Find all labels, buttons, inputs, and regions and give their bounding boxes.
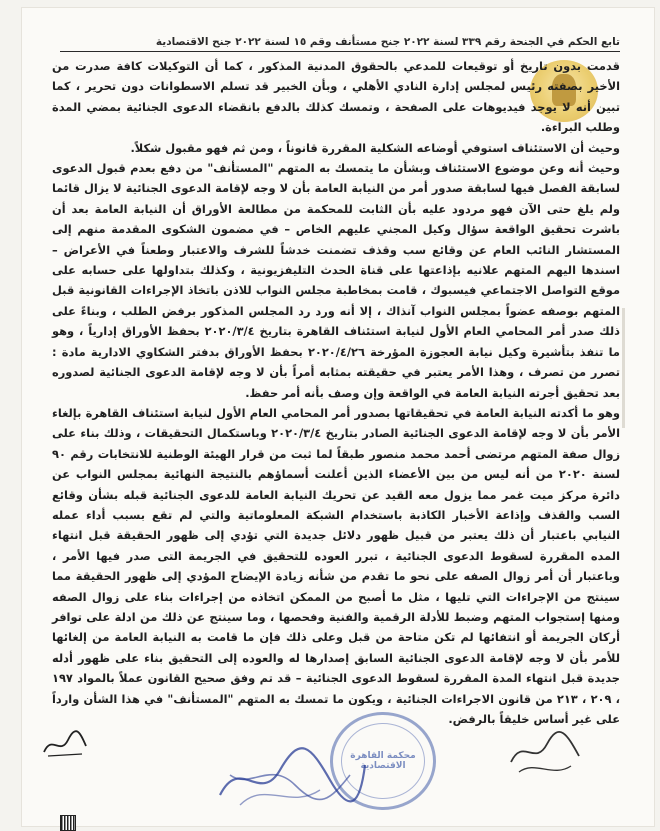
paragraph-1: قدمت بدون تاريخ أو توقيعات للمدعي بالحقوق المدنية المذكور ، كما أن التوكيلات كافة صدرت من الأخير بصفته رئيس لمجلس إدارة النادي الأهلي ، وبأن الخبير قد تسلم الاسطوانات دون تحرير ، كما تبين أنه لا يوجد فيديوهات على الصفحة ، وتمسك كذلك بالدفع بانقضاء الدعوى الجنائية بمضي المدة وطلب البراءة. [52,59,620,135]
page-fold-mark [622,308,625,428]
paragraph-3: وحيث أنه وعن موضوع الاستئناف وبشأن ما يتمسك به المتهم "المستأنف" من دفع بعدم قبول الدعوى لسابقة الفصل فيها لسابقة صدور أمر من النيابة العامة بأن لا وجه لإقامة الدعوى الجنائية لا يزال قائما ولم يلغ حتى الآن فهو مردود عليه بأن الثابت للمحكمة من مطالعة الأوراق أن النيابة العامة بعد أن باشرت تحقيق الواقعة سؤال وكيل المجني عليهم الخاص – في مضمون الشكوى المقدمة منهم إلى المستشار النائب العام عن وقائع سب وقذف تضمنت خدشاً للشرف والاعتبار وطعناً في الأعراض – اسندها اليهم المتهم علانيه بإذاعتها على قناة الحدث التليفزيونية ، وكذلك بتداولها على حسابه على موقع التواصل الاجتماعي فيسبوك ، قامت بمخاطبة مجلس النواب للاذن باتخاذ الإجراءات القانونية قبل المتهم بوصفه عضواً بمجلس النواب آنذاك ، إلا أنه ورد رد المجلس المذكور برفض الطلب ، وبناءً على ذلك صدر أمر المحامي العام الأول لنيابة استئناف القاهرة بتاريخ ٢٠٢٠/٣/٤ بحفظ الأوراق إدارياً ، وهو ما تنفذ بتأشيرة وكيل نيابة العجوزة المؤرخة ٢٠٢٠/٤/٢٦ بحفظ الأوراق بدفتر الشكاوي الادارية مادة : تصرر من تصرف ، وهذا الأمر يعتبر في حقيقته بمثابه أمراً بأن لا وجه لإقامة الدعوى الجنائية لصدوره بعد تحقيق أجرته النيابة العامة في الواقعة وإن وصف بأنه أمر حفظ. [52,161,620,400]
document-body [52,56,620,729]
blue-signature [210,735,370,815]
document-header: تابع الحكم في الجنحة رقم ٣٣٩ لسنة ٢٠٢٢ جنح مستأنف وقم ١٥ لسنة ٢٠٢٢ جنح الاقتصادية [60,36,620,52]
paragraph-2: وحيث أن الاستئناف استوفي أوضاعه الشكلية المقررة قانوناً ، ومن ثم فهو مقبول شكلاً. [130,140,620,155]
judge-signature [40,724,90,764]
clerk-signature [505,722,585,782]
stamp-text: محكمة القاهرة الاقتصادية [350,751,416,771]
paragraph-4: وهو ما أكدته النيابة العامة في تحقيقاتها بصدور أمر المحامي العام الأول لنيابة استئناف القاهرة بإلغاء الأمر بأن لا وجه لإقامة الدعوى الجنائية الصادر بتاريخ ٢٠٢٠/٣/٤ وباستكمال التحقيقات ، وذلك بناء على زوال صفة المتهم مرتضى أحمد محمد منصور طبقاً لما ثبت من قرار الهيئة الوطنية للانتخابات رقم ٩٠ لسنة ٢٠٢٠ من أنه ليس من بين الأعضاء الذين أعلنت أسماؤهم بالنتيجة النهائية بمجلس النواب عن دائرة مركز ميت غمر مما يزول معه القيد عن تحريك النيابة العامة للدعوى الجنائية قبله بشأن وقائع السب والقذف وإذاعة الأخبار الكاذبة باستخدام الشبكة المعلوماتية والتي لم تقع بسبب أداء عمله النيابي باعتبار أن ذلك يعتبر من قبيل ظهور دلائل جديدة التي تؤدي إلى ظهور الحقيقة قبل انتهاء المده المقررة لسقوط الدعوى الجنائية ، تبرر العوده للتحقيق في الجريمة التى صدر فيها الأمر ، وباعتبار أن أمر زوال الصفه على نحو ما تقدم من شأنه زيادة الإيضاح المؤدي إلى ظهور الحقيقة مما سينتج من الإجراءات التي تليها ، مثل ما أصبح من الممكن اتخاذه من إجراءات بناء على زوال الصفه ومنها إستجواب المتهم وضبط للأدلة الرقمية والفنية وفحصها ، وما سينتج عن ذلك من ادلة على توافر أركان الجريمة أو انتفائها لم تكن متاحة من قبل وعلى ذلك فإن ما قامت به النيابة العامة من إلغائها للأمر بأن لا وجه لإقامة الدعوى الجنائية السابق إصدارها له والعوده إلى التحقيق بناء على ظهور أدله جديدة قبل انتهاء المدة المقررة لسقوط الدعوى الجنائية – قد تم وفق صحيح القانون عملاً بالمواد ١٩٧ ، ٢٠٩ ، ٢١٣ من قانون الاجراءات الجنائية ، ويكون ما تمسك به المتهم "المستأنف" في هذا الشأن وارداً على غير أساس خليقاً بالرفض. [52,405,621,726]
